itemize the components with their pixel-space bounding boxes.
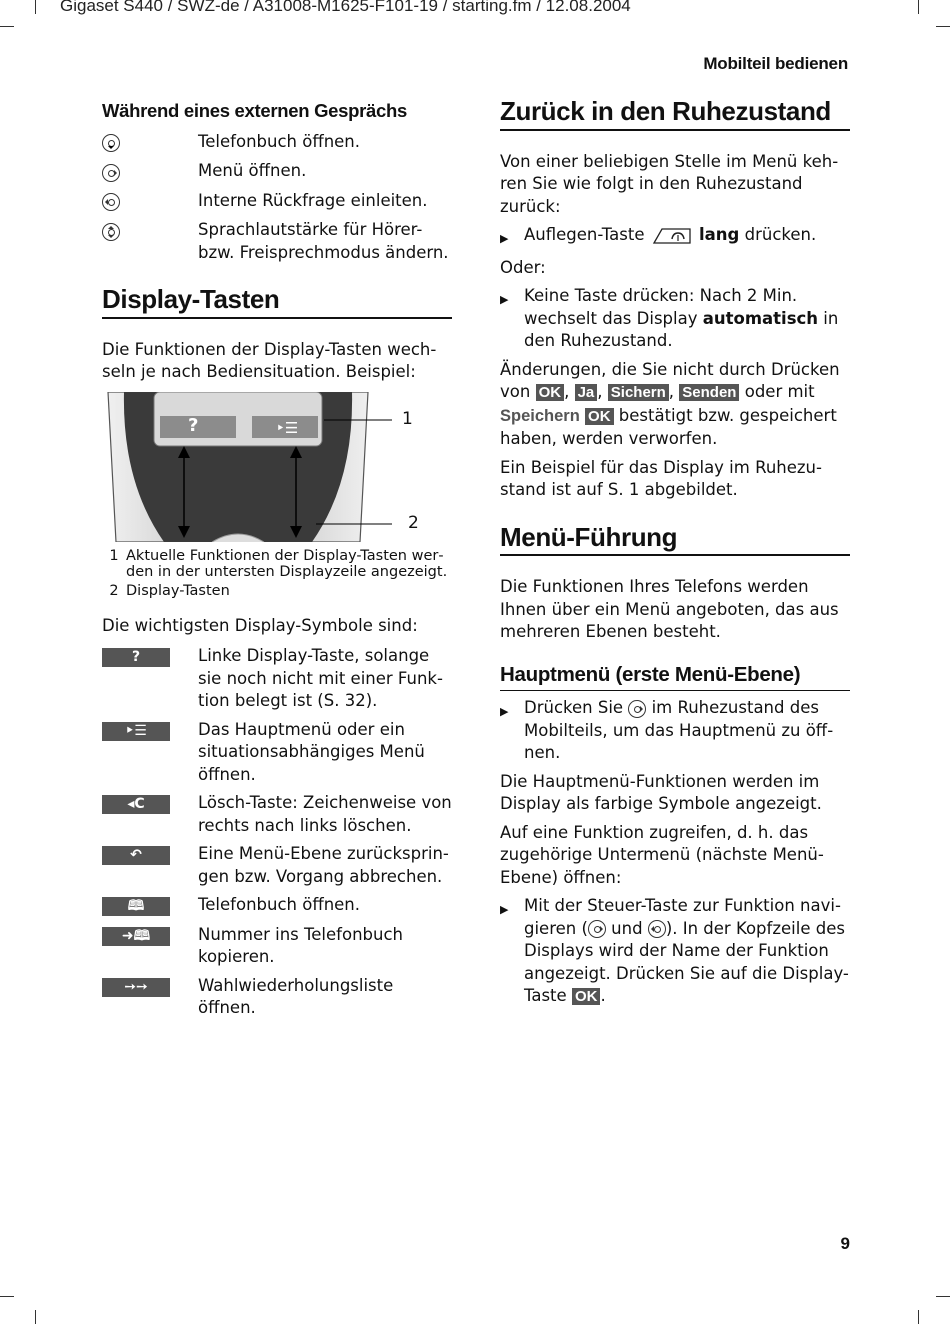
list-item: Interne Rückfrage einleiten.	[102, 190, 452, 214]
or-label: Oder:	[500, 257, 546, 277]
hang-up-key-icon	[650, 227, 694, 245]
backspace-icon: ◂C	[102, 795, 170, 814]
crop-mark	[35, 1310, 36, 1324]
list-item: Sprachlautstärke für Hörer- bzw. Freisprechmodus ändern.	[102, 219, 452, 264]
right-column	[500, 96, 850, 1015]
left-column	[102, 100, 452, 1026]
bullet-arrow-icon: ▶	[500, 903, 509, 916]
ok-key: OK	[536, 384, 565, 401]
phone-display-figure	[102, 392, 452, 542]
symbols-intro: Die wichtigsten Display-Symbole sind:	[102, 615, 418, 635]
caption-row: 1 Aktuelle Funktionen der Display-Tasten werden in der untersten Displayzeile angezeigt.	[109, 547, 448, 580]
list-item: ➜🕮 Nummer ins Telefonbuch kopieren.	[102, 924, 452, 969]
nav-left-icon	[648, 920, 666, 938]
nav-right-icon	[628, 700, 646, 718]
list-item: Menü öffnen.	[102, 160, 452, 184]
back-icon: ↶	[102, 846, 170, 865]
crop-mark	[0, 1296, 14, 1297]
menu-icon: ‣☰	[102, 722, 170, 741]
callout-label: 2	[408, 512, 419, 533]
example-paragraph: Ein Beispiel für das Display im Ruhezustand ist auf S. 1 abgebildet.	[500, 457, 822, 499]
ok-key: OK	[585, 408, 614, 425]
nav-right-icon	[588, 920, 606, 938]
crop-mark	[0, 26, 14, 27]
redial-icon: ➙➙	[102, 978, 170, 997]
list-item: ▶ Keine Taste drücken: Nach 2 Min. wechselt das Display automatisch in den Ruhezustand.	[500, 285, 850, 353]
crop-mark	[918, 0, 919, 14]
phonebook-icon: 🕮	[102, 897, 170, 916]
list-item: ↶ Eine Menü-Ebene zurückspringen bzw. Vorgang abbrechen.	[102, 843, 452, 888]
page-number: 9	[840, 1234, 850, 1253]
bullet-arrow-icon: ▶	[500, 232, 509, 245]
list-item: 🕮 Telefonbuch öffnen.	[102, 894, 452, 918]
list-item: ➙➙ Wahlwiederholungsliste öffnen.	[102, 975, 452, 1020]
crop-mark	[918, 1310, 919, 1324]
menu-guidance-intro: Die Funktionen Ihres Telefons werden Ihnen über ein Menü angeboten, das aus mehreren Ebenen besteht.	[500, 577, 839, 641]
list-item: ▶ Mit der Steuer-Taste zur Funktion navigieren ( und ). In der Kopfzeile des Displays wird der Name der Funktion angezeigt. Drücken Sie auf die Display-Taste OK .	[500, 895, 850, 1009]
copy-to-phonebook-icon: ➜🕮	[102, 927, 170, 946]
crop-mark	[936, 1296, 950, 1297]
list-item: ▶ Drücken Sie im Ruhezustand des Mobilteils, um das Hauptmenü zu öffnen.	[500, 697, 850, 765]
callout-label: 1	[402, 408, 413, 429]
document-id-line: Gigaset S440 / SWZ-de / A31008-M1625-F101-19 / starting.fm / 12.08.2004	[60, 0, 631, 15]
nav-right-icon	[102, 164, 120, 182]
list-item: ? Linke Display-Taste, solange sie noch nicht mit einer Funktion belegt ist (S. 32).	[102, 645, 452, 713]
changes-paragraph: Änderungen, die Sie nicht durch Drücken von OK , Ja , Sichern , Senden oder mit Speichern OK bestätigt bzw. gespeichert haben, werden verworfen.	[500, 359, 840, 448]
crop-mark	[936, 26, 950, 27]
nav-left-icon	[102, 193, 120, 211]
back-to-idle-heading: Zurück in den Ruhezustand	[500, 100, 850, 131]
nav-down-icon	[102, 134, 120, 152]
nav-updown-icon	[102, 223, 120, 241]
list-item: ◂C Lösch-Taste: Zeichenweise von rechts nach links löschen.	[102, 792, 452, 837]
ja-key: Ja	[575, 384, 598, 401]
sichern-key: Sichern	[608, 384, 669, 401]
ok-key: OK	[572, 988, 601, 1005]
main-menu-paragraph: Die Hauptmenü-Funktionen werden im Display als farbige Symbole angezeigt.	[500, 771, 822, 813]
bullet-arrow-icon: ▶	[500, 705, 509, 718]
menu-guidance-heading: Menü-Führung	[500, 526, 850, 557]
figure-caption	[102, 548, 452, 599]
caption-row: 2 Display-Tasten	[109, 582, 230, 599]
main-menu-heading: Hauptmenü (erste Menü-Ebene)	[500, 664, 850, 692]
crop-mark	[35, 0, 36, 14]
display-keys-heading: Display-Tasten	[102, 288, 452, 319]
external-call-heading: Während eines externen Gesprächs	[102, 100, 408, 121]
question-mark-icon: ?	[102, 648, 170, 667]
list-item: ▶ Auflegen-Taste lang drücken.	[500, 224, 850, 251]
list-item: Telefonbuch öffnen.	[102, 131, 452, 155]
running-head: Mobilteil bedienen	[703, 54, 848, 73]
senden-key: Senden	[679, 384, 739, 401]
phone-illustration	[102, 392, 452, 542]
back-to-idle-intro: Von einer beliebigen Stelle im Menü kehren Sie wie folgt in den Ruhezustand zurück:	[500, 151, 839, 216]
display-keys-intro: Die Funktionen der Display-Tasten wechseln je nach Bediensituation. Beispiel:	[102, 339, 437, 381]
speichern-menu-entry: Speichern	[500, 406, 580, 425]
bullet-arrow-icon: ▶	[500, 293, 509, 306]
list-item: ‣☰ Das Hauptmenü oder ein situationsabhängiges Menü öffnen.	[102, 719, 452, 787]
main-menu-paragraph: Auf eine Funktion zugreifen, d. h. das zugehörige Untermenü (nächste Menü-Ebene) öffnen:	[500, 822, 824, 887]
display-softkey-left-glyph: ?	[188, 414, 199, 436]
display-softkey-right-glyph: ‣☰	[276, 418, 299, 437]
